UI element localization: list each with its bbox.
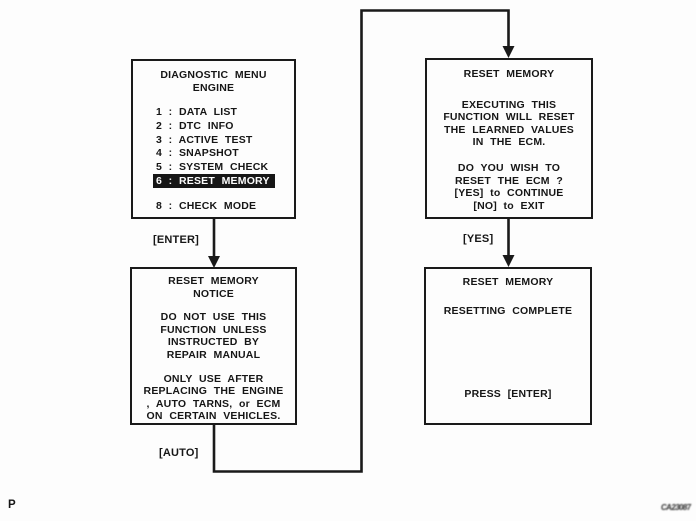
- menu-item-label: 5 : SYSTEM CHECK: [156, 161, 269, 173]
- page-corner-letter: P: [8, 499, 16, 511]
- menu-item-data-list: [156, 105, 294, 119]
- diagnostic-menu-subtitle: ENGINE: [192, 81, 235, 94]
- notice-usage: [132, 373, 295, 423]
- notice-subtitle: NOTICE: [193, 287, 234, 300]
- enter-key-label: [ENTER]: [153, 234, 200, 246]
- menu-item-label: 8 : CHECK MODE: [156, 200, 257, 213]
- reset-confirm-warning: [427, 99, 591, 149]
- menu-item-label: 6 : RESET MEMORY: [153, 174, 275, 189]
- menu-item-label: 3 : ACTIVE TEST: [156, 133, 253, 146]
- usage-line: ONLY USE AFTER: [163, 372, 264, 385]
- yes-flow-arrow-down-icon: [503, 219, 515, 267]
- usage-line: REPLACING THE ENGINE: [143, 385, 284, 398]
- diagnostic-menu-title: DIAGNOSTIC MENU: [160, 69, 267, 81]
- menu-item-reset-memory-selected: [156, 174, 294, 189]
- question-line: [NO] to EXIT: [473, 199, 545, 212]
- usage-line: ON CERTAIN VEHICLES.: [146, 410, 281, 423]
- reset-confirm-question: [427, 162, 591, 212]
- menu-item-snapshot: [156, 146, 294, 160]
- menu-item-active-test: [156, 133, 294, 147]
- screen-reset-memory-confirm: [425, 58, 593, 219]
- auto-key-label: [AUTO]: [159, 447, 199, 459]
- notice-line: DO NOT USE THIS: [160, 311, 267, 324]
- notice-line: INSTRUCTED BY: [167, 336, 260, 349]
- notice-line: FUNCTION UNLESS: [160, 323, 267, 336]
- complete-status: RESETTING COMPLETE: [443, 304, 573, 317]
- screen-diagnostic-menu: [131, 59, 296, 219]
- diagnostic-menu-list: [133, 105, 294, 213]
- usage-line: , AUTO TARNS, or ECM: [146, 397, 281, 410]
- enter-flow-arrow-down-icon: [208, 219, 220, 268]
- warning-line: THE LEARNED VALUES: [444, 123, 574, 136]
- notice-line: REPAIR MANUAL: [166, 348, 261, 361]
- press-enter-prompt: PRESS [ENTER]: [464, 388, 552, 401]
- question-line: DO YOU WISH TO: [457, 161, 561, 174]
- question-line: RESET THE ECM ?: [454, 174, 563, 187]
- warning-line: FUNCTION WILL RESET: [443, 111, 575, 124]
- menu-item-label: 4 : SNAPSHOT: [156, 147, 239, 160]
- menu-item-label: 1 : DATA LIST: [156, 106, 238, 119]
- screen-reset-memory-notice: [130, 267, 297, 425]
- menu-item-check-mode: [156, 199, 294, 213]
- menu-item-label: 2 : DTC INFO: [156, 119, 234, 132]
- notice-warning: [132, 311, 295, 361]
- menu-item-system-check: [156, 160, 294, 174]
- warning-line: EXECUTING THIS: [461, 98, 557, 111]
- reset-confirm-title: RESET MEMORY: [463, 68, 555, 80]
- complete-title: RESET MEMORY: [462, 276, 554, 288]
- figure-code-smudge: CA23087: [660, 503, 692, 512]
- warning-line: IN THE ECM.: [472, 136, 546, 149]
- question-line: [YES] to CONTINUE: [454, 187, 564, 200]
- notice-title: RESET MEMORY: [168, 275, 259, 287]
- menu-item-dtc-info: [156, 119, 294, 133]
- yes-key-label: [YES]: [463, 233, 494, 245]
- screen-resetting-complete: [424, 267, 592, 425]
